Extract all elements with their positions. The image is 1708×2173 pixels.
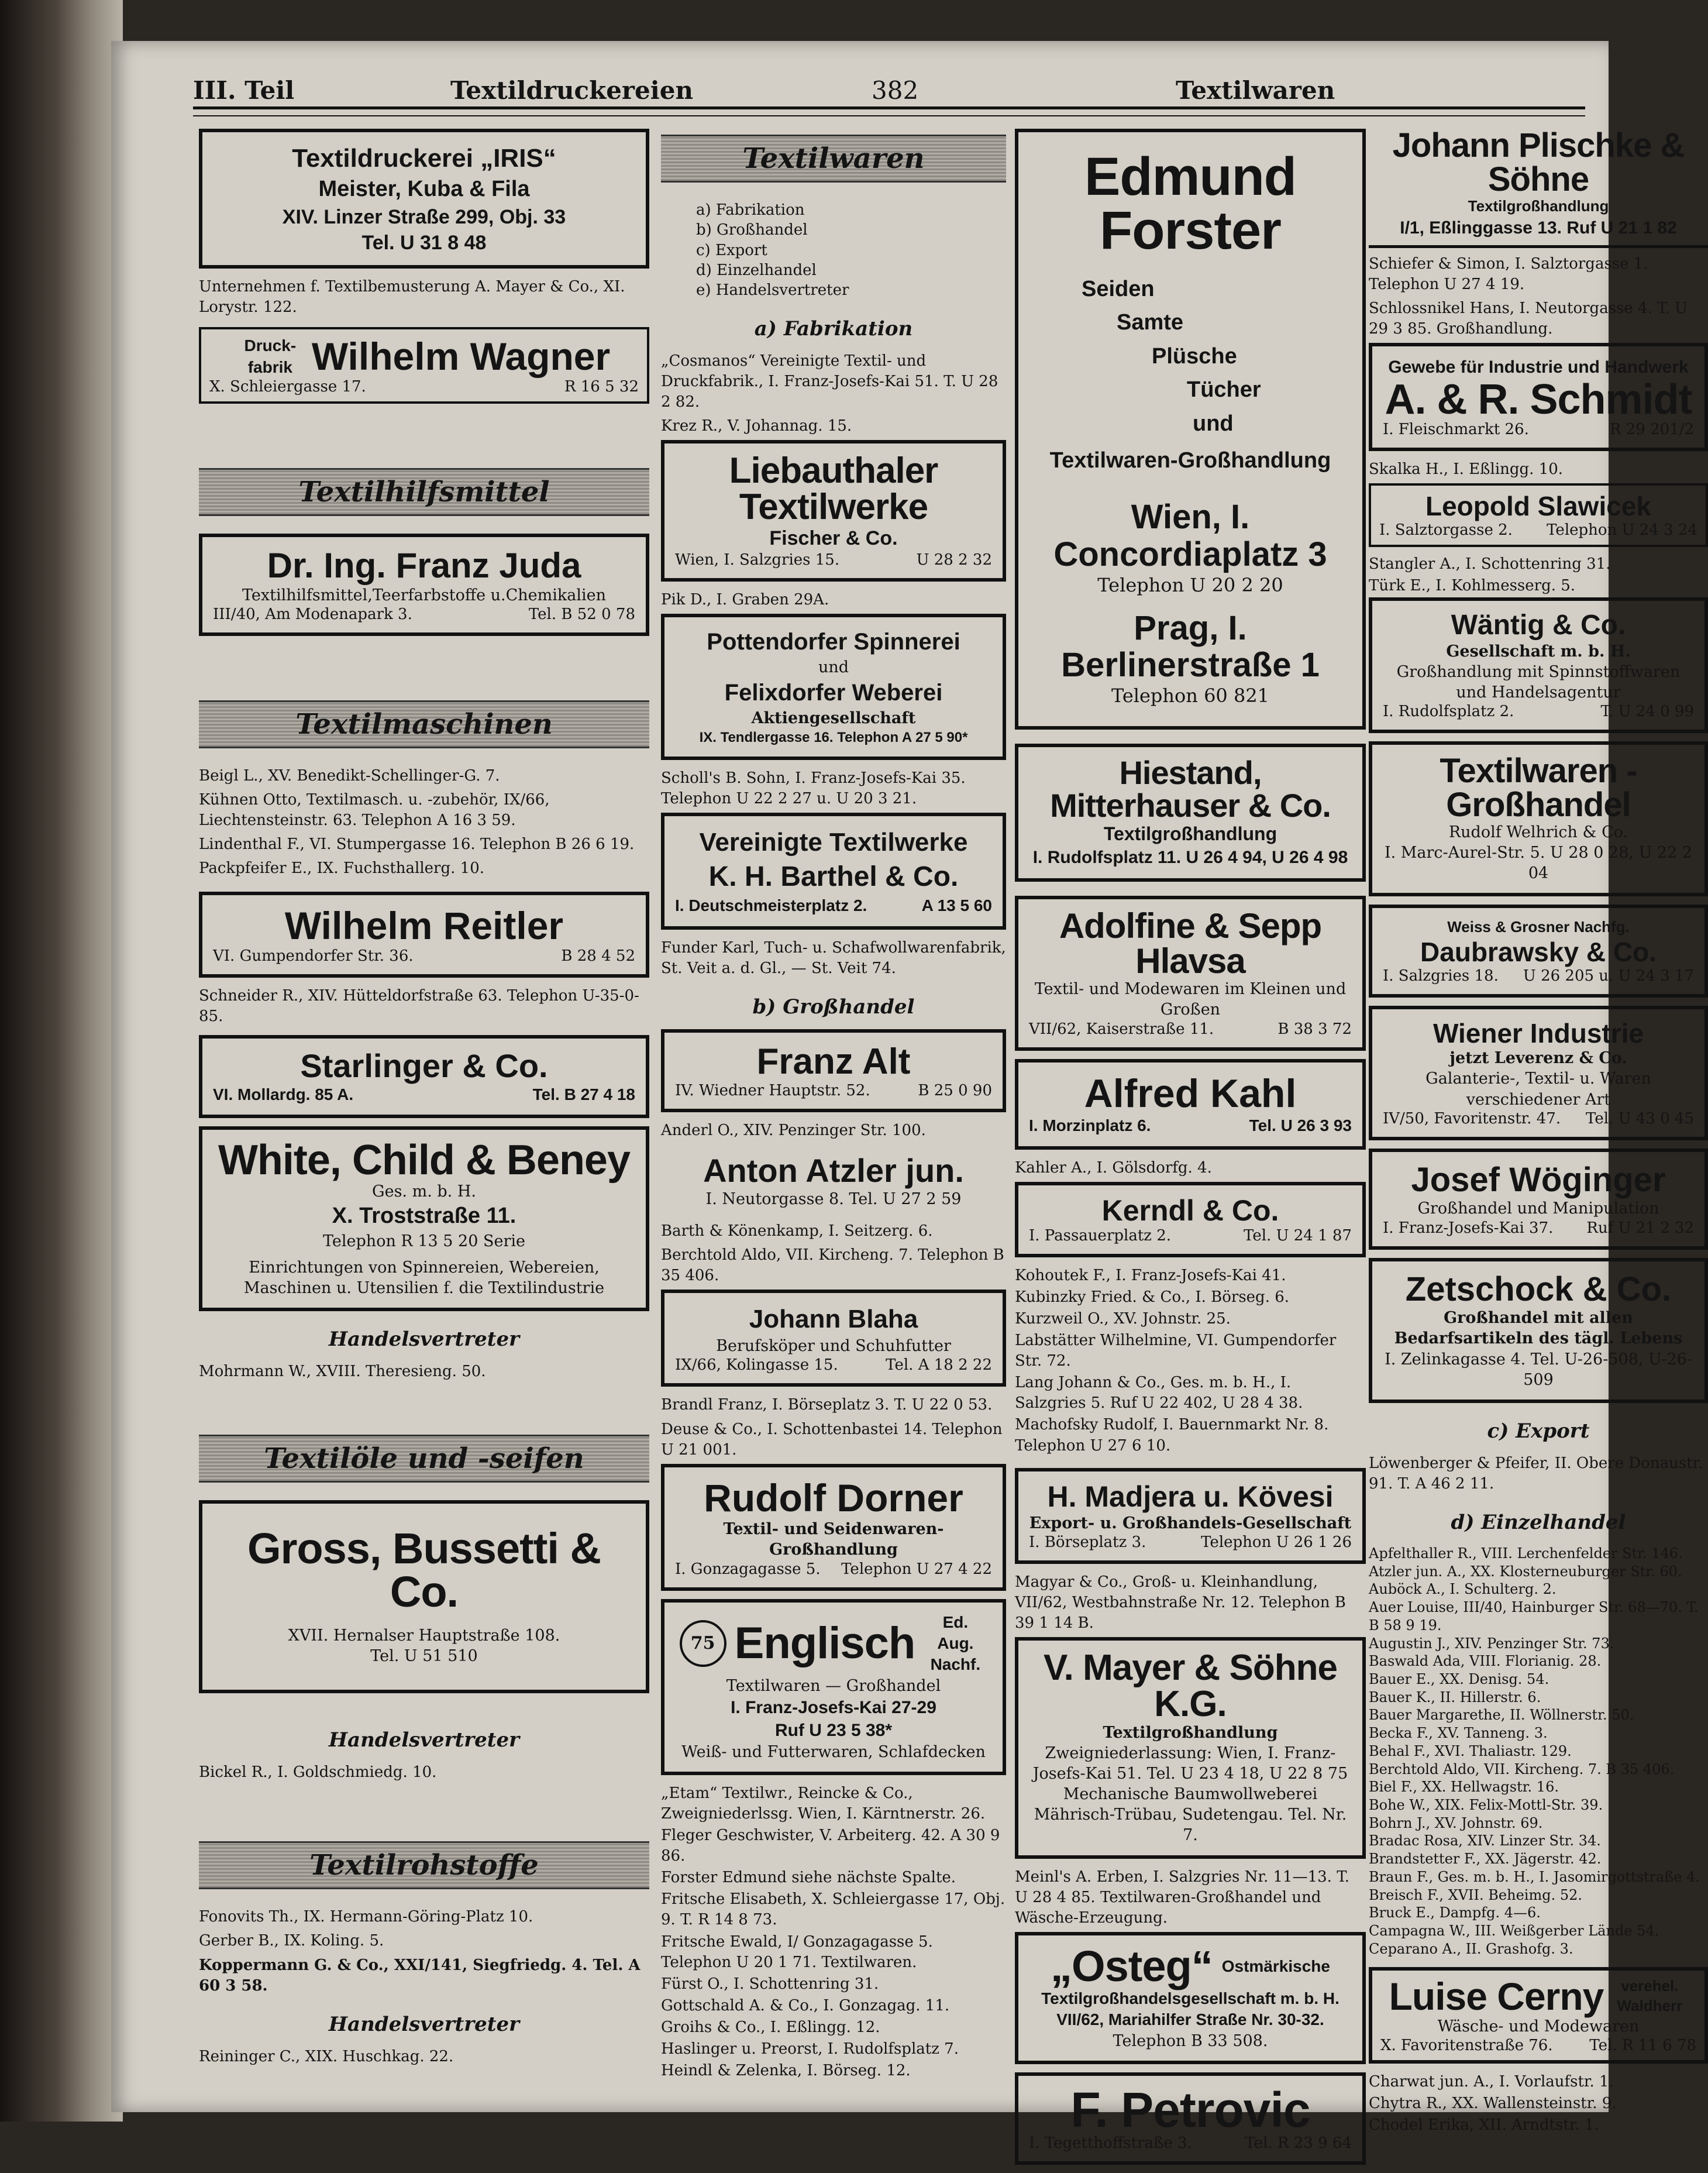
column-4 bbox=[1369, 126, 1708, 2137]
ad-address: Wien, I. Concordiaplatz 3 bbox=[1053, 498, 1327, 574]
ad-title: Vereinigte Textilwerke bbox=[699, 827, 968, 857]
listing-entry: Magyar & Co., Groß- u. Kleinhandlung, VII/62, Westbahnstraße Nr. 12. Telephon B 39 1 14 B. bbox=[1015, 1573, 1346, 1632]
ad-title: Johann Plischke & Söhne bbox=[1392, 126, 1685, 198]
ad-title: Zetschock & Co. bbox=[1405, 1270, 1672, 1308]
listing-entry: Brandstetter F., XX. Jägerstr. 42. bbox=[1369, 1851, 1602, 1868]
listing-entry: Fritsche Ewald, I/ Gonzagagasse 5. Telephon U 20 1 71. Textilwaren. bbox=[661, 1933, 933, 1971]
part-label: III. Teil bbox=[193, 76, 295, 105]
ad-title: F. Petrovic bbox=[1070, 2082, 1310, 2137]
ad-address: I. Rudolfsplatz 2. bbox=[1383, 703, 1514, 721]
ad-title: Edmund Forster bbox=[1084, 147, 1296, 260]
ad-title: White, Child & Beney bbox=[218, 1137, 631, 1184]
index-item: b) Großhandel bbox=[696, 221, 808, 239]
listing-entry: Heindl & Zelenka, I. Börseg. 12. bbox=[661, 2062, 911, 2080]
listing-entry: Charwat jun. A., I. Vorlaufstr. 1. bbox=[1369, 2073, 1614, 2091]
ad-phone: Tel. U 43 0 45 bbox=[1586, 1109, 1694, 1127]
index-item: a) Fabrikation bbox=[696, 201, 805, 219]
ad-address: IX. Tendlergasse 16. Telephon A 27 5 90* bbox=[699, 730, 968, 746]
ad-title: K. H. Barthel & Co. bbox=[708, 861, 959, 892]
ad-subtitle: verehel. Waldherr bbox=[1617, 1977, 1683, 2015]
listing-entry: Atzler jun. A., XX. Klosterneuburger Str. 60. bbox=[1369, 1563, 1682, 1580]
ad-address: I. Börseplatz 3. bbox=[1029, 1533, 1146, 1551]
ad-line: Textil- und Seidenwaren-Großhandlung bbox=[723, 1520, 944, 1559]
section-left: Textildruckereien bbox=[450, 76, 693, 105]
ad-address: III/40, Am Modenapark 3. bbox=[213, 606, 412, 624]
listing-entry: Chytra R., XX. Wallensteinstr. 9. bbox=[1369, 2095, 1617, 2113]
ad-address: I. Franz-Josefs-Kai 37. bbox=[1383, 1219, 1554, 1237]
ad-line: Textilwaren-Großhandlung bbox=[1049, 448, 1331, 473]
ad-title: Luise Cerny bbox=[1389, 1975, 1604, 2019]
listing-entry: Mohrmann W., XVIII. Theresieng. 50. bbox=[199, 1363, 486, 1381]
ad-line: Zweigniederlassung: Wien, I. Franz-Josefs-Kai 51. Tel. U 23 4 18, U 22 8 75 bbox=[1032, 1744, 1348, 1783]
ad-line: Ges. m. b. H. bbox=[372, 1182, 476, 1201]
listing-entry: Schneider R., XIV. Hütteldorfstraße 63. Telephon U-35-0-85. bbox=[199, 987, 639, 1026]
listing-entry: Behal F., XVI. Thaliastr. 129. bbox=[1369, 1742, 1572, 1759]
listing-entry: Fleger Geschwister, V. Arbeiterg. 42. A 30 9 86. bbox=[661, 1827, 1000, 1865]
ad-address: I. Rudolfsplatz 11. U 26 4 94, U 26 4 98 bbox=[1032, 848, 1348, 868]
ad-address: IV/50, Favoritenstr. 47. bbox=[1383, 1109, 1561, 1127]
ad-title: Daubrawsky & Co. bbox=[1420, 937, 1657, 968]
ad-title: H. Madjera u. Kövesi bbox=[1047, 1480, 1334, 1513]
retail-list bbox=[1369, 1545, 1708, 1958]
listing-entry: Scholl's B. Sohn, I. Franz-Josefs-Kai 35. Telephon U 22 2 27 u. U 20 3 21. bbox=[661, 769, 966, 807]
ad-title: Gross, Bussetti & Co. bbox=[247, 1524, 601, 1617]
ad-plischke bbox=[1369, 126, 1708, 248]
ad-iris bbox=[199, 129, 649, 269]
ad-starlinger bbox=[199, 1035, 649, 1118]
listing-entry: Ceparano A., II. Grashofg. 3. bbox=[1369, 1940, 1573, 1957]
listing-entry: Fritsche Elisabeth, X. Schleiergasse 17, Obj. 9. T. R 14 8 73. bbox=[661, 1890, 1005, 1929]
ad-blaha bbox=[661, 1290, 1006, 1387]
page-number: 382 bbox=[872, 76, 919, 105]
listing-entry: Koppermann G. & Co., XXI/141, Siegfriedg. 4. Tel. A 60 3 58. bbox=[199, 1956, 640, 1995]
ad-subtitle: Ed. Aug. Nachf. bbox=[930, 1612, 981, 1674]
ad-title: Franz Alt bbox=[756, 1041, 911, 1082]
ad-line: Textil- und Modewaren im Kleinen und Großen bbox=[1034, 980, 1347, 1019]
ad-wagner bbox=[199, 327, 649, 404]
ad-phone: Telephon U 26 1 26 bbox=[1201, 1533, 1352, 1551]
ad-title: Wilhelm Wagner bbox=[311, 335, 611, 379]
ad-address: X. Schleiergasse 17. bbox=[209, 377, 366, 396]
ad-address: VII/62, Mariahilfer Straße Nr. 30-32. bbox=[1056, 2010, 1324, 2029]
listing-entry: Packpfeifer E., IX. Fuchsthallerg. 10. bbox=[199, 859, 484, 878]
listing-entry: Fürst O., I. Schottenring 31. bbox=[661, 1975, 879, 1993]
ad-pottendorfer bbox=[661, 614, 1006, 759]
ad-mayer bbox=[1015, 1637, 1366, 1859]
ad-phone: Tel. A 18 2 22 bbox=[886, 1356, 992, 1374]
ad-address: VI. Gumpendorfer Str. 36. bbox=[213, 947, 414, 965]
listing-entry: Beigl L., XV. Benedikt-Schellinger-G. 7. bbox=[199, 767, 500, 785]
ad-address: I/1, Eßlinggasse 13. Ruf U 21 1 82 bbox=[1400, 218, 1677, 238]
ad-phone: Ruf U 21 2 32 bbox=[1586, 1219, 1694, 1237]
ad-phone: Tel. U 24 1 87 bbox=[1244, 1226, 1352, 1244]
ad-phone: B 28 4 52 bbox=[561, 947, 635, 965]
listing-entry: Lang Johann & Co., Ges. m. b. H., I. Salzgries 5. Ruf U 22 402, U 28 4 38. bbox=[1015, 1374, 1303, 1412]
ad-title: Wäntig & Co. bbox=[1451, 610, 1626, 641]
ad-phone: A 13 5 60 bbox=[921, 896, 992, 915]
ad-kahl bbox=[1015, 1059, 1366, 1150]
ad-phone: Telephon 60 821 bbox=[1111, 685, 1270, 707]
ad-title: Englisch bbox=[734, 1618, 915, 1669]
ad-barthel bbox=[661, 813, 1006, 930]
ad-address: I. Fleischmarkt 26. bbox=[1383, 421, 1529, 439]
book-spine bbox=[0, 0, 123, 2122]
ad-item: Samte bbox=[1117, 310, 1184, 335]
listing-entry: Becka F., XV. Tanneng. 3. bbox=[1369, 1725, 1548, 1742]
ad-address: IV. Wiedner Hauptstr. 52. bbox=[675, 1082, 870, 1100]
ad-line: Fischer & Co. bbox=[769, 527, 898, 549]
ad-phone: Tel. U 26 3 93 bbox=[1249, 1116, 1352, 1135]
ad-slawicek bbox=[1369, 483, 1708, 547]
ad-line: XIV. Linzer Straße 299, Obj. 33 bbox=[282, 205, 566, 228]
listing-entry: Kubinzky Fried. & Co., I. Börseg. 6. bbox=[1015, 1288, 1290, 1306]
ad-atzler bbox=[661, 1153, 1006, 1209]
ad-title: Johann Blaha bbox=[749, 1305, 918, 1334]
listing-entry: Meinl's A. Erben, I. Salzgries Nr. 11—13. T. U 28 4 85. Textilwaren-Großhandel und Wäsche-Erzeugung. bbox=[1015, 1868, 1349, 1927]
ad-phone: R 29 201/2 bbox=[1609, 421, 1694, 439]
ad-address: X. Favoritenstraße 76. bbox=[1380, 2037, 1553, 2055]
listing-entry: Chodel Erika, XII. Arndtstr. 1. bbox=[1369, 2116, 1599, 2134]
ad-phone: Tel. R 11 6 78 bbox=[1589, 2037, 1696, 2055]
listing-entry: Deuse & Co., I. Schottenbastei 14. Telephon U 21 001. bbox=[661, 1420, 1003, 1459]
ad-address: VII/62, Kaiserstraße 11. bbox=[1029, 1020, 1214, 1038]
listing-entry: Campagna W., III. Weißgerber Lände 54. bbox=[1369, 1923, 1659, 1940]
ad-line: Textilwaren — Großhandel bbox=[726, 1676, 941, 1695]
ad-title: Starlinger & Co. bbox=[300, 1047, 548, 1085]
ad-line: Weiß- und Futterwaren, Schlafdecken bbox=[681, 1742, 986, 1761]
listing-entry: „Etam“ Textilwr., Reincke & Co., Zweigniederlssg. Wien, I. Kärntnerstr. 26. bbox=[661, 1784, 986, 1823]
ad-daubrawsky bbox=[1369, 905, 1708, 997]
ad-address: I. Marc-Aurel-Str. 5. U 28 0 28, U 22 2 04 bbox=[1384, 844, 1693, 883]
listing-entry: Kahler A., I. Gölsdorfg. 4. bbox=[1015, 1158, 1212, 1177]
column-1 bbox=[199, 129, 649, 2071]
ad-cerny bbox=[1369, 1967, 1708, 2064]
ad-wiener-industrie bbox=[1369, 1006, 1708, 1140]
listing-entry: Machofsky Rudolf, I. Bauernmarkt Nr. 8. Telephon U 27 6 10. bbox=[1015, 1416, 1329, 1455]
ad-phone: Telephon U 20 2 20 bbox=[1097, 573, 1283, 596]
listing-entry: Brandl Franz, I. Börseplatz 3. T. U 22 0 53. bbox=[661, 1396, 993, 1414]
ad-item: Seiden bbox=[1082, 277, 1155, 301]
listing-entry: Schiefer & Simon, I. Salztorgasse 1. Telephon U 27 4 19. bbox=[1369, 255, 1648, 293]
ad-juda bbox=[199, 534, 649, 636]
ad-title: Josef Wöginger bbox=[1411, 1160, 1666, 1199]
ad-line: Export- u. Großhandels-Gesellschaft bbox=[1029, 1514, 1352, 1532]
ad-waentig bbox=[1369, 597, 1708, 733]
ad-line: Wäsche- und Modewaren bbox=[1437, 2017, 1640, 2036]
ad-title: Leopold Slawicek bbox=[1425, 491, 1651, 522]
ad-title: Wilhelm Reitler bbox=[284, 904, 564, 948]
ad-line: Einrichtungen von Spinnereien, Webereien, Maschinen u. Utensilien f. die Textilindustrie bbox=[243, 1258, 605, 1297]
ad-liebauthaler bbox=[661, 440, 1006, 582]
ad-address: Prag, I. Berlinerstraße 1 bbox=[1061, 608, 1320, 685]
ad-phone: Telephon U 27 4 22 bbox=[841, 1560, 992, 1578]
ad-address: I. Franz-Josefs-Kai 27-29 bbox=[731, 1697, 936, 1717]
subsection-heading: Handelsvertreter bbox=[328, 2012, 520, 2036]
listing-entry: Forster Edmund siehe nächste Spalte. bbox=[661, 1869, 956, 1887]
ad-phone: Ruf U 23 5 38* bbox=[774, 1720, 893, 1740]
column-3 bbox=[1015, 129, 1366, 2173]
ad-address: I. Salztorgasse 2. bbox=[1379, 521, 1513, 539]
listing-entry: Braun F., Ges. m. b. H., I. Jasomirgottstraße 4. bbox=[1369, 1868, 1700, 1885]
ad-address: IX/66, Kolingasse 15. bbox=[675, 1356, 838, 1374]
ad-line: jetzt Leverenz & Co. bbox=[1449, 1049, 1627, 1068]
ad-title: Anton Atzler jun. bbox=[703, 1152, 964, 1189]
ad-title: Textilwaren - Großhandel bbox=[1440, 752, 1637, 824]
ad-address: XVII. Hernalser Hauptstraße 108. bbox=[288, 1627, 560, 1645]
ad-osteg bbox=[1015, 1932, 1366, 2064]
listing-entry: Stangler A., I. Schottenring 31. bbox=[1369, 555, 1611, 573]
ad-title: Wiener Industrie bbox=[1433, 1017, 1644, 1048]
ad-address: I. Salzgries 18. bbox=[1383, 967, 1499, 985]
ad-title: Rudolf Dorner bbox=[704, 1476, 963, 1519]
ad-title: Adolfine & Sepp Hlavsa bbox=[1059, 906, 1322, 981]
listing-entry: Barth & Könenkamp, I. Seitzerg. 6. bbox=[661, 1222, 933, 1240]
listing-entry: Bradac Rosa, XIV. Linzer Str. 34. bbox=[1369, 1832, 1601, 1849]
anniversary-seal-icon: 75 bbox=[680, 1620, 726, 1667]
category-banner: Textilmaschinen bbox=[199, 700, 649, 748]
ad-line: Gesellschaft m. b. H. bbox=[1446, 642, 1631, 661]
listing-entry: Apfelthaller R., VIII. Lerchenfelder Str. 146. bbox=[1369, 1545, 1683, 1562]
ad-englisch bbox=[661, 1599, 1006, 1775]
listing-entry: Lindenthal F., VI. Stumpergasse 16. Telephon B 26 6 19. bbox=[199, 835, 635, 854]
ad-title: A. & R. Schmidt bbox=[1385, 376, 1692, 424]
ad-textilwaren-grosshandel bbox=[1369, 741, 1708, 896]
index-item: d) Einzelhandel bbox=[696, 261, 817, 279]
subsection-heading: Handelsvertreter bbox=[328, 1328, 520, 1352]
ad-address: I. Passauerplatz 2. bbox=[1029, 1226, 1172, 1244]
ad-item: Tücher bbox=[1187, 377, 1261, 403]
listing-entry: Anderl O., XIV. Penzinger Str. 100. bbox=[661, 1122, 926, 1140]
ad-phone: Tel. R 23 9 64 bbox=[1245, 2134, 1352, 2152]
ad-hlavsa bbox=[1015, 896, 1366, 1050]
ad-woeginger bbox=[1369, 1149, 1708, 1250]
ad-line: Großhandel mit allen Bedarfsartikeln des tägl. Lebens bbox=[1394, 1309, 1683, 1348]
ad-line: Aktiengesellschaft bbox=[751, 709, 916, 728]
listing-entry: Unternehmen f. Textilbemusterung A. Mayer & Co., XI. Lorystr. 122. bbox=[199, 277, 625, 317]
ad-title: „Osteg“ bbox=[1051, 1941, 1213, 1990]
ad-line: X. Troststraße 11. bbox=[332, 1204, 516, 1229]
header-rule bbox=[193, 106, 1585, 116]
listing-entry: Augustin J., XIV. Penzinger Str. 73. bbox=[1369, 1635, 1614, 1652]
ad-phone: R 16 5 32 bbox=[564, 377, 639, 396]
index-item: e) Handelsvertreter bbox=[696, 281, 849, 300]
listing-entry: Gottschald A. & Co., I. Gonzagag. 11. bbox=[661, 1996, 950, 2014]
listing-entry: Bruck E., Dampfg. 4—6. bbox=[1369, 1904, 1541, 1921]
ad-line: Textilgroßhandlung bbox=[1103, 1724, 1278, 1742]
ad-line: Gewebe für Industrie und Handwerk bbox=[1388, 357, 1689, 377]
ad-line: Großhandel und Manipulation bbox=[1417, 1199, 1659, 1218]
ad-line: Mechanische Baumwollweberei Mährisch-Trübau, Sudetengau. Tel. Nr. 7. bbox=[1034, 1785, 1347, 1845]
listing-entry: Bauer E., XX. Denisg. 54. bbox=[1369, 1670, 1549, 1687]
listing-entry: Bohrn J., XV. Johnstr. 69. bbox=[1369, 1814, 1543, 1831]
ad-petrovic bbox=[1015, 2072, 1366, 2165]
ad-address: I. Deutschmeisterplatz 2. bbox=[675, 896, 867, 915]
ad-phone: Telephon B 33 508. bbox=[1113, 2031, 1268, 2050]
ad-kerndl bbox=[1015, 1182, 1366, 1257]
ad-phone: Telephon U 24 3 24 bbox=[1547, 521, 1697, 539]
ad-title: Liebauthaler Textilwerke bbox=[729, 450, 938, 527]
listing-entry: Auböck A., I. Schulterg. 2. bbox=[1369, 1581, 1557, 1598]
ad-madjera bbox=[1015, 1468, 1366, 1564]
category-banner: Textilöle und -seifen bbox=[199, 1435, 649, 1483]
listing-entry: Berchtold Aldo, VII. Kircheng. 7. Telephon B 35 406. bbox=[661, 1246, 1004, 1285]
page bbox=[111, 41, 1703, 2152]
subsection-heading: a) Fabrikation bbox=[754, 317, 913, 341]
ad-line: Rudolf Welhrich & Co. bbox=[1448, 823, 1628, 842]
ad-white-child-beney bbox=[199, 1126, 649, 1311]
ad-line: Textilgroßhandlung bbox=[1468, 197, 1609, 215]
listing-entry: Auer Louise, III/40, Hainburger Str. 68—70. T. B 58 9 19. bbox=[1369, 1599, 1699, 1634]
listing-entry: Bohe W., XIX. Felix-Mottl-Str. 39. bbox=[1369, 1796, 1603, 1813]
listing-entry: Schlossnikel Hans, I. Neutorgasse 4. T. U 29 3 85. Großhandlung. bbox=[1369, 299, 1688, 338]
ad-phone: B 25 0 90 bbox=[918, 1082, 992, 1100]
category-banner: Textilhilfsmittel bbox=[199, 468, 649, 516]
listing-entry: Breisch F., XVII. Beheimg. 52. bbox=[1369, 1886, 1582, 1903]
ad-title: Hiestand, Mitterhauser & Co. bbox=[1050, 754, 1331, 824]
ad-phone: Tel. U 51 510 bbox=[370, 1647, 478, 1666]
subsection-heading: b) Großhandel bbox=[752, 995, 915, 1019]
listing-entry: „Cosmanos“ Vereinigte Textil- und Druckfabrik., I. Franz-Josefs-Kai 51. T. U 28 2 82. bbox=[661, 352, 998, 411]
ad-hiestand bbox=[1015, 744, 1366, 882]
listing-entry: Bauer Margarethe, II. Wöllnerstr. 50. bbox=[1369, 1707, 1634, 1724]
listing-entry: Kühnen Otto, Textilmasch. u. -zubehör, IX/66, Liechtensteinstr. 63. Telephon A 16 3 59. bbox=[199, 791, 550, 830]
ad-line: Großhandlung mit Spinnstoffwaren und Handelsagentur bbox=[1396, 662, 1681, 702]
ad-address: Wien, I. Salzgries 15. bbox=[675, 551, 840, 569]
ad-title: Textildruckerei „IRIS“ bbox=[292, 144, 556, 173]
listing-entry: Baswald Ada, VIII. Florianig. 28. bbox=[1369, 1653, 1602, 1670]
ad-address: I. Morzinplatz 6. bbox=[1029, 1116, 1151, 1135]
ad-line: Telephon R 13 5 20 Serie bbox=[323, 1232, 525, 1250]
ad-phone: Tel. B 27 4 18 bbox=[532, 1085, 635, 1103]
ad-phone: B 38 3 72 bbox=[1277, 1020, 1352, 1038]
subsection-heading: d) Einzelhandel bbox=[1451, 1510, 1626, 1534]
ad-line: und bbox=[818, 658, 849, 677]
index-item: c) Export bbox=[696, 241, 767, 259]
ad-subtitle: Ostmärkische bbox=[1221, 1957, 1330, 1975]
category-banner: Textilwaren bbox=[661, 135, 1006, 183]
category-index bbox=[696, 200, 1006, 301]
listing-entry: Gerber B., IX. Koling. 5. bbox=[199, 1932, 384, 1950]
listing-entry: Groihs & Co., I. Eßlingg. 12. bbox=[661, 2018, 880, 2036]
ad-title: Felixdorfer Weberei bbox=[724, 680, 943, 706]
ad-line: Textilgroßhandelsgesellschaft m. b. H. bbox=[1041, 1989, 1339, 2007]
ad-gross-bussetti bbox=[199, 1500, 649, 1693]
ad-line: Galanterie-, Textil- u. Waren verschiedener Art bbox=[1425, 1070, 1651, 1109]
ad-address: VI. Mollardg. 85 A. bbox=[213, 1085, 354, 1103]
subsection-heading: Handelsvertreter bbox=[328, 1728, 520, 1752]
section-right: Textilwaren bbox=[1176, 76, 1335, 105]
ad-title: Pottendorfer Spinnerei bbox=[707, 629, 960, 655]
ad-title: Alfred Kahl bbox=[1084, 1071, 1297, 1116]
ad-address: I. Gonzagagasse 5. bbox=[675, 1560, 821, 1578]
listing-entry: Kurzweil O., XV. Johnstr. 25. bbox=[1015, 1309, 1231, 1328]
listing-entry: Löwenberger & Pfeifer, II. Obere Donaustr. 91. T. A 46 2 11. bbox=[1369, 1454, 1703, 1493]
ad-line: Meister, Kuba & Fila bbox=[318, 177, 530, 202]
ad-title: V. Mayer & Söhne K.G. bbox=[1043, 1648, 1337, 1724]
ad-phone: Tel. B 52 0 78 bbox=[528, 606, 635, 624]
ad-address: I. Tegetthoffstraße 3. bbox=[1029, 2134, 1192, 2152]
ad-address: I. Neutorgasse 8. Tel. U 27 2 59 bbox=[705, 1189, 962, 1208]
ad-line: Weiss & Grosner Nachfg. bbox=[1447, 918, 1630, 936]
ad-line: Berufsköper und Schuhfutter bbox=[716, 1337, 951, 1356]
ad-zetschock bbox=[1369, 1258, 1708, 1403]
listing-entry: Haslinger u. Preorst, I. Rudolfsplatz 7. bbox=[661, 2040, 959, 2058]
ad-line: Tel. U 31 8 48 bbox=[361, 231, 487, 254]
listing-entry: Funder Karl, Tuch- u. Schafwollwarenfabrik, St. Veit a. d. Gl., — St. Veit 74. bbox=[661, 938, 1006, 977]
ad-phone: U 26 205 u. U 24 3 17 bbox=[1523, 967, 1694, 985]
ad-dorner bbox=[661, 1464, 1006, 1591]
ad-phone: U 28 2 32 bbox=[916, 551, 992, 569]
listing-entry: Bauer K., II. Hillerstr. 6. bbox=[1369, 1689, 1541, 1706]
listing-entry: Türk E., I. Kohlmesserg. 5. bbox=[1369, 576, 1576, 594]
listing-entry: Kohoutek F., I. Franz-Josefs-Kai 41. bbox=[1015, 1266, 1286, 1284]
column-2 bbox=[661, 129, 1006, 2082]
ad-prefix: Druck-fabrik bbox=[244, 336, 297, 376]
ad-schmidt bbox=[1369, 343, 1708, 451]
ad-title: Dr. Ing. Franz Juda bbox=[267, 545, 581, 585]
listing-entry: Bickel R., I. Goldschmiedg. 10. bbox=[199, 1763, 437, 1782]
ad-item: und bbox=[1193, 411, 1234, 436]
listing-entry: Labstätter Wilhelmine, VI. Gumpendorfer Str. 72. bbox=[1015, 1332, 1337, 1370]
ad-line: Textilhilfsmittel,Teerfarbstoffe u.Chemikalien bbox=[242, 586, 606, 604]
listing-entry: Berchtold Aldo, VII. Kircheng. 7. B 35 406. bbox=[1369, 1761, 1675, 1777]
listing-entry: Fonovits Th., IX. Hermann-Göring-Platz 10. bbox=[199, 1908, 533, 1926]
ad-line: Textilgroßhandlung bbox=[1103, 823, 1277, 844]
ad-item: Plüsche bbox=[1152, 343, 1237, 369]
ad-franz-alt bbox=[661, 1029, 1006, 1112]
ad-reitler bbox=[199, 892, 649, 978]
listing-entry: Skalka H., I. Eßlingg. 10. bbox=[1369, 460, 1564, 479]
listing-entry: Biel F., XX. Hellwagstr. 16. bbox=[1369, 1779, 1559, 1796]
listing-entry: Pik D., I. Graben 29A. bbox=[661, 591, 829, 609]
listing-entry: Krez R., V. Johannag. 15. bbox=[661, 417, 852, 435]
ad-phone: T. U 24 0 99 bbox=[1600, 703, 1694, 721]
listing-entry: Reininger C., XIX. Huschkag. 22. bbox=[199, 2047, 454, 2065]
subsection-heading: c) Export bbox=[1487, 1419, 1590, 1443]
category-banner: Textilrohstoffe bbox=[199, 1841, 649, 1889]
ad-edmund-forster bbox=[1015, 129, 1366, 730]
ad-title: Kerndl & Co. bbox=[1101, 1194, 1279, 1227]
ad-address: I. Zelinkagasse 4. Tel. U-26-508, U-26-509 bbox=[1385, 1350, 1692, 1389]
